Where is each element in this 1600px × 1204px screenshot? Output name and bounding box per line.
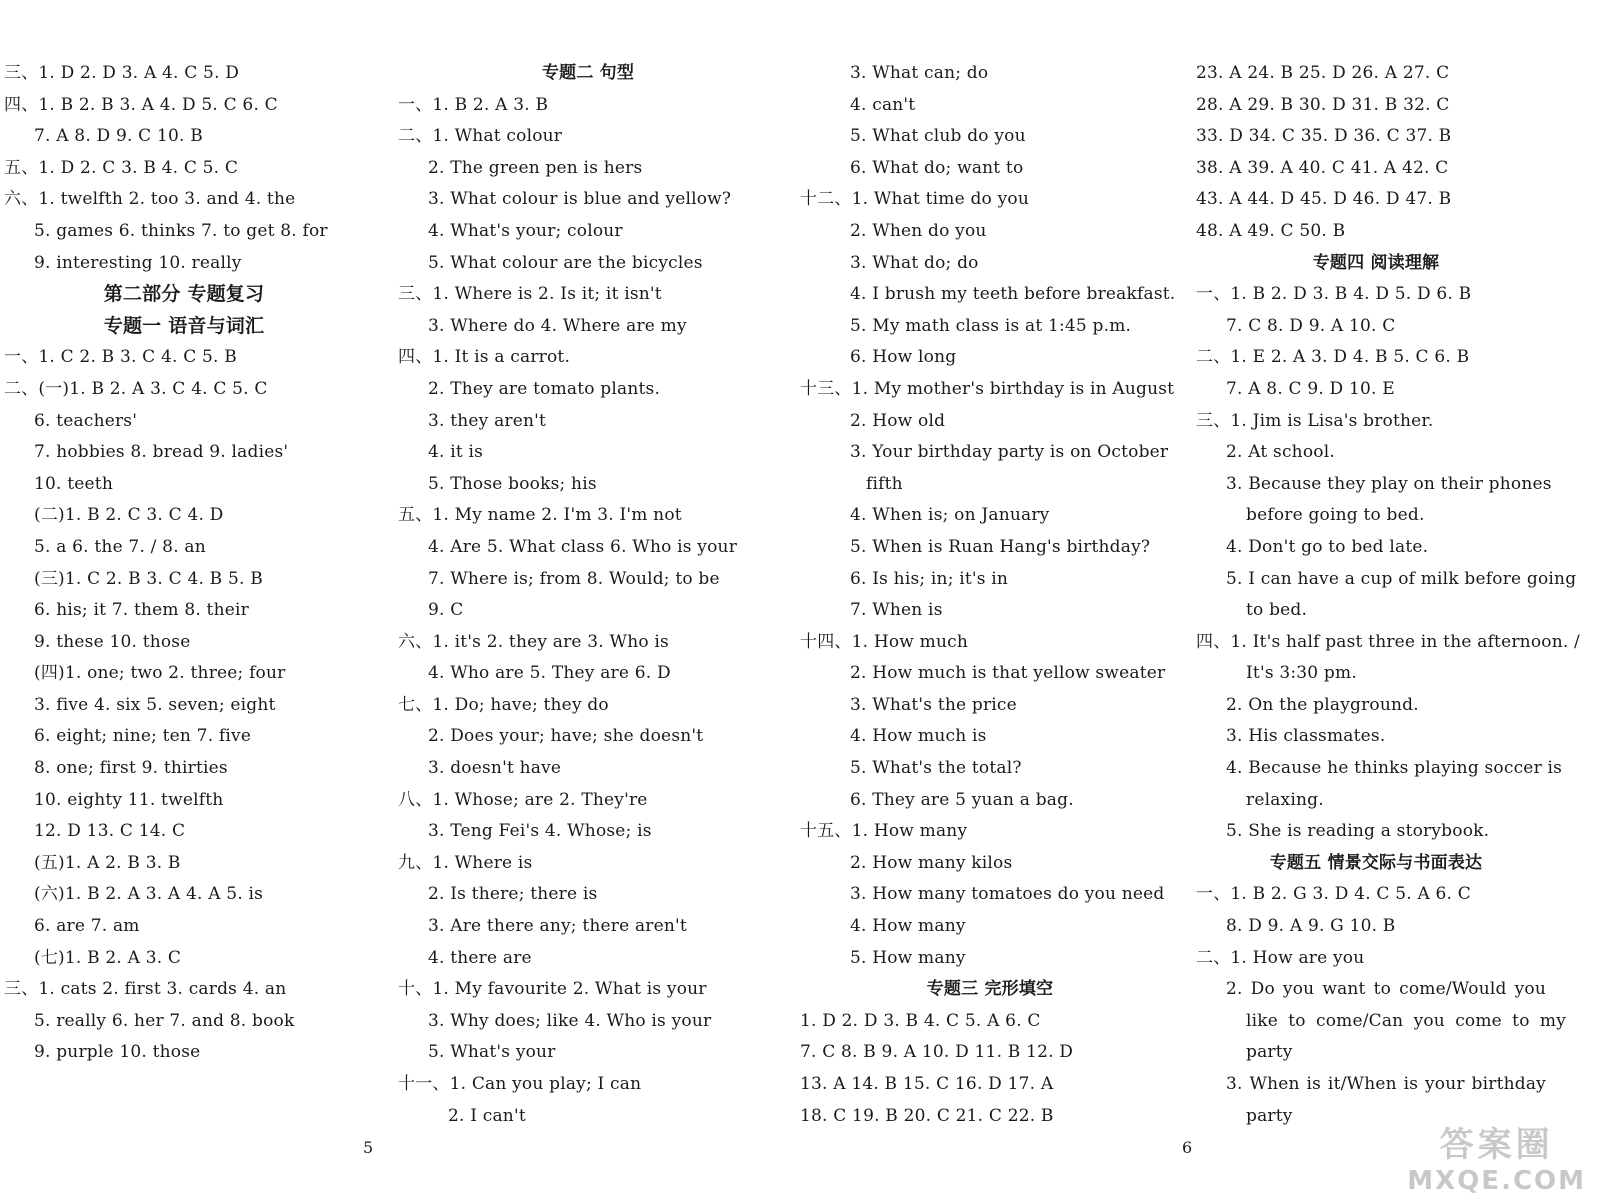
answer-line: 7. A 8. D 9. C 10. B xyxy=(34,126,203,147)
section-heading: 专题三 完形填空 xyxy=(926,979,1054,1000)
answer-line: 3. Your birthday party is on October xyxy=(850,442,1169,463)
answer-line: 3. Why does; like 4. Who is your xyxy=(428,1010,712,1031)
page-number-right: 6 xyxy=(1182,1138,1193,1157)
answer-line: 3. five 4. six 5. seven; eight xyxy=(34,694,276,715)
answer-line: (四)1. one; two 2. three; four xyxy=(34,663,286,684)
answer-line: 5. My math class is at 1:45 p.m. xyxy=(850,315,1132,336)
answer-column-1 xyxy=(4,58,364,1069)
answer-line: 43. A 44. D 45. D 46. D 47. B xyxy=(1196,189,1452,210)
answer-line: 4. Are 5. What class 6. Who is your xyxy=(428,536,738,557)
answer-line: 7. C 8. B 9. A 10. D 11. B 12. D xyxy=(800,1042,1074,1063)
answer-line: 48. A 49. C 50. B xyxy=(1196,220,1346,241)
answer-line: 5. How many xyxy=(850,947,966,968)
answer-line: 2. How many kilos xyxy=(850,852,1013,873)
answer-line: 5. She is reading a storybook. xyxy=(1226,821,1490,842)
answer-line: 9. interesting 10. really xyxy=(34,252,242,273)
answer-line: 9. these 10. those xyxy=(34,631,191,652)
answer-line: before going to bed. xyxy=(1246,505,1425,526)
answer-line: 4. How much is xyxy=(850,726,987,747)
answer-line: 5. a 6. the 7. / 8. an xyxy=(34,536,206,557)
answer-line: 二、(一)1. B 2. A 3. C 4. C 5. C xyxy=(4,378,268,399)
answer-line: 一、1. B 2. A 3. B xyxy=(398,94,549,115)
answer-line: 9. purple 10. those xyxy=(34,1042,201,1063)
answer-line: 5. really 6. her 7. and 8. book xyxy=(34,1010,295,1031)
answer-line: to bed. xyxy=(1246,600,1308,621)
answer-line: 二、1. How are you xyxy=(1196,947,1365,968)
answer-line: 2. At school. xyxy=(1226,442,1335,463)
answer-line: 六、1. it's 2. they are 3. Who is xyxy=(398,631,669,652)
answer-line: 2. I can't xyxy=(448,1105,526,1126)
answer-line: 9. C xyxy=(428,600,464,621)
watermark-logo xyxy=(1407,1117,1586,1196)
answer-line: 3. doesn't have xyxy=(428,758,562,779)
page-number-left: 5 xyxy=(363,1138,374,1157)
answer-line: 2. The green pen is hers xyxy=(428,157,643,178)
answer-line: 3. Where do 4. Where are my xyxy=(428,315,687,336)
answer-line: 7. When is xyxy=(850,600,943,621)
answer-line: 28. A 29. B 30. D 31. B 32. C xyxy=(1196,94,1450,115)
watermark-title: 答案圈 xyxy=(1439,1125,1554,1165)
answer-line: 4. Don't go to bed late. xyxy=(1226,536,1429,557)
answer-line: 十、1. My favourite 2. What is your xyxy=(398,979,707,1000)
answer-line: 5. Those books; his xyxy=(428,473,597,494)
answer-line: 4. Who are 5. They are 6. D xyxy=(428,663,671,684)
answer-line: (七)1. B 2. A 3. C xyxy=(34,947,182,968)
answer-line: 2. Do you want to come/Would you xyxy=(1226,979,1546,1000)
answer-line: 5. I can have a cup of milk before going xyxy=(1226,568,1577,589)
watermark-site: MXQE.COM xyxy=(1407,1166,1586,1196)
answer-line: 4. Because he thinks playing soccer is xyxy=(1226,758,1563,779)
answer-line: 18. C 19. B 20. C 21. C 22. B xyxy=(800,1105,1054,1126)
answer-line: 6. They are 5 yuan a bag. xyxy=(850,789,1074,810)
answer-line: 3. What can; do xyxy=(850,63,989,83)
answer-line: 1. D 2. D 3. B 4. C 5. A 6. C xyxy=(800,1010,1041,1031)
answer-line: 三、1. cats 2. first 3. cards 4. an xyxy=(4,979,287,1000)
answer-line: 二、1. What colour xyxy=(398,126,563,147)
answer-line: 一、1. B 2. D 3. B 4. D 5. D 6. B xyxy=(1196,284,1472,305)
section-heading: 专题二 句型 xyxy=(541,63,635,83)
answer-line: 十二、1. What time do you xyxy=(800,189,1029,210)
answer-line: 3. Teng Fei's 4. Whose; is xyxy=(428,821,652,842)
answer-line: It's 3:30 pm. xyxy=(1246,663,1357,684)
answer-line: 2. On the playground. xyxy=(1226,694,1419,715)
answer-line: 3. What colour is blue and yellow? xyxy=(428,189,732,210)
answer-line: 38. A 39. A 40. C 41. A 42. C xyxy=(1196,157,1449,178)
answer-line: 3. How many tomatoes do you need xyxy=(850,884,1165,905)
answer-line: 8. D 9. A 9. G 10. B xyxy=(1226,916,1396,937)
answer-line: 七、1. Do; have; they do xyxy=(398,694,609,715)
answer-line: 4. can't xyxy=(850,94,916,115)
answer-line: 13. A 14. B 15. C 16. D 17. A xyxy=(800,1074,1054,1094)
answer-line: 五、1. D 2. C 3. B 4. C 5. C xyxy=(4,157,239,178)
answer-line: (六)1. B 2. A 3. A 4. A 5. is xyxy=(34,884,264,905)
answer-column-2 xyxy=(398,58,778,1132)
answer-line: 3. Are there any; there aren't xyxy=(428,916,687,937)
answer-line: 2. How much is that yellow sweater xyxy=(850,663,1166,684)
answer-line: 一、1. B 2. G 3. D 4. C 5. A 6. C xyxy=(1196,884,1471,905)
answer-line: 六、1. twelfth 2. too 3. and 4. the xyxy=(4,189,296,210)
answer-line: 10. eighty 11. twelfth xyxy=(34,789,224,810)
answer-line: 十一、1. Can you play; I can xyxy=(398,1074,642,1094)
answer-line: 五、1. My name 2. I'm 3. I'm not xyxy=(398,505,682,526)
answer-line: 十三、1. My mother's birthday is in August xyxy=(800,378,1175,399)
answer-line: 6. What do; want to xyxy=(850,157,1024,178)
answer-line: party xyxy=(1246,1042,1293,1063)
answer-line: fifth xyxy=(866,473,903,494)
answer-line: relaxing. xyxy=(1246,789,1324,810)
answer-line: party xyxy=(1246,1105,1293,1126)
answer-line: 5. What club do you xyxy=(850,126,1026,147)
answer-line: (五)1. A 2. B 3. B xyxy=(34,852,181,873)
answer-column-3 xyxy=(800,58,1180,1132)
answer-line: 6. are 7. am xyxy=(34,916,140,937)
answer-line: 7. C 8. D 9. A 10. C xyxy=(1226,315,1396,336)
answer-line: 6. eight; nine; ten 7. five xyxy=(34,726,252,747)
answer-line: 3. What do; do xyxy=(850,252,979,273)
answer-line: 十五、1. How many xyxy=(800,821,968,842)
answer-line: 6. teachers' xyxy=(34,410,138,431)
answer-line: 九、1. Where is xyxy=(398,852,533,873)
answer-line: 6. Is his; in; it's in xyxy=(850,568,1009,589)
answer-line: 4. there are xyxy=(428,947,532,968)
answer-line: 6. How long xyxy=(850,347,957,368)
answer-line: 5. What colour are the bicycles xyxy=(428,252,703,273)
answer-line: 3. His classmates. xyxy=(1226,726,1386,747)
answer-line: 7. A 8. C 9. D 10. E xyxy=(1226,378,1395,399)
section-heading: 专题一 语音与词汇 xyxy=(103,314,265,337)
answer-line: 2. They are tomato plants. xyxy=(428,378,661,399)
answer-line: 2. Does your; have; she doesn't xyxy=(428,726,704,747)
answer-line: 八、1. Whose; are 2. They're xyxy=(398,789,648,810)
answer-line: 二、1. E 2. A 3. D 4. B 5. C 6. B xyxy=(1196,347,1470,368)
answer-line: 3. Because they play on their phones xyxy=(1226,473,1552,494)
answer-line: 5. What's the total? xyxy=(850,758,1022,779)
answer-line: like to come/Can you come to my xyxy=(1246,1010,1566,1031)
answer-line: 2. Is there; there is xyxy=(428,884,598,905)
section-heading: 专题四 阅读理解 xyxy=(1312,252,1440,273)
answer-line: 6. his; it 7. them 8. their xyxy=(34,600,249,621)
answer-line: 8. one; first 9. thirties xyxy=(34,758,228,779)
answer-line: 三、1. Jim is Lisa's brother. xyxy=(1196,410,1434,431)
answer-line: 一、1. C 2. B 3. C 4. C 5. B xyxy=(4,347,237,368)
answer-line: 4. I brush my teeth before breakfast. xyxy=(850,284,1176,305)
answer-line: 四、1. It's half past three in the afternoon. / xyxy=(1196,631,1580,652)
answer-line: 2. When do you xyxy=(850,220,987,241)
section-heading: 第二部分 专题复习 xyxy=(103,283,265,306)
answer-line: 7. hobbies 8. bread 9. ladies' xyxy=(34,442,289,463)
answer-line: 四、1. B 2. B 3. A 4. D 5. C 6. C xyxy=(4,94,278,115)
answer-line: 2. How old xyxy=(850,410,946,431)
answer-line: 3. they aren't xyxy=(428,410,547,431)
answer-line: 3. What's the price xyxy=(850,694,1017,715)
answer-line: (二)1. B 2. C 3. C 4. D xyxy=(34,505,224,526)
answer-line: 三、1. Where is 2. Is it; it isn't xyxy=(398,284,662,305)
answer-line: 5. When is Ruan Hang's birthday? xyxy=(850,536,1151,557)
section-heading: 专题五 情景交际与书面表达 xyxy=(1269,852,1483,873)
answer-line: 5. games 6. thinks 7. to get 8. for xyxy=(34,220,328,241)
answer-line: 33. D 34. C 35. D 36. C 37. B xyxy=(1196,126,1452,147)
answer-line: 10. teeth xyxy=(34,473,113,494)
answer-line: 十四、1. How much xyxy=(800,631,968,652)
answer-line: 4. When is; on January xyxy=(850,505,1050,526)
answer-line: 12. D 13. C 14. C xyxy=(34,821,186,842)
answer-line: 7. Where is; from 8. Would; to be xyxy=(428,568,720,589)
answer-line: 四、1. It is a carrot. xyxy=(398,347,571,368)
answer-line: 三、1. D 2. D 3. A 4. C 5. D xyxy=(4,63,240,83)
answer-line: 4. How many xyxy=(850,916,966,937)
answer-line: 4. it is xyxy=(428,442,484,463)
answer-line: 4. What's your; colour xyxy=(428,220,623,241)
answer-line: 3. When is it/When is your birthday xyxy=(1226,1074,1546,1094)
answer-line: 5. What's your xyxy=(428,1042,556,1063)
answer-line: 23. A 24. B 25. D 26. A 27. C xyxy=(1196,63,1450,83)
answer-column-4 xyxy=(1196,58,1580,1132)
answer-line: (三)1. C 2. B 3. C 4. B 5. B xyxy=(34,568,263,589)
